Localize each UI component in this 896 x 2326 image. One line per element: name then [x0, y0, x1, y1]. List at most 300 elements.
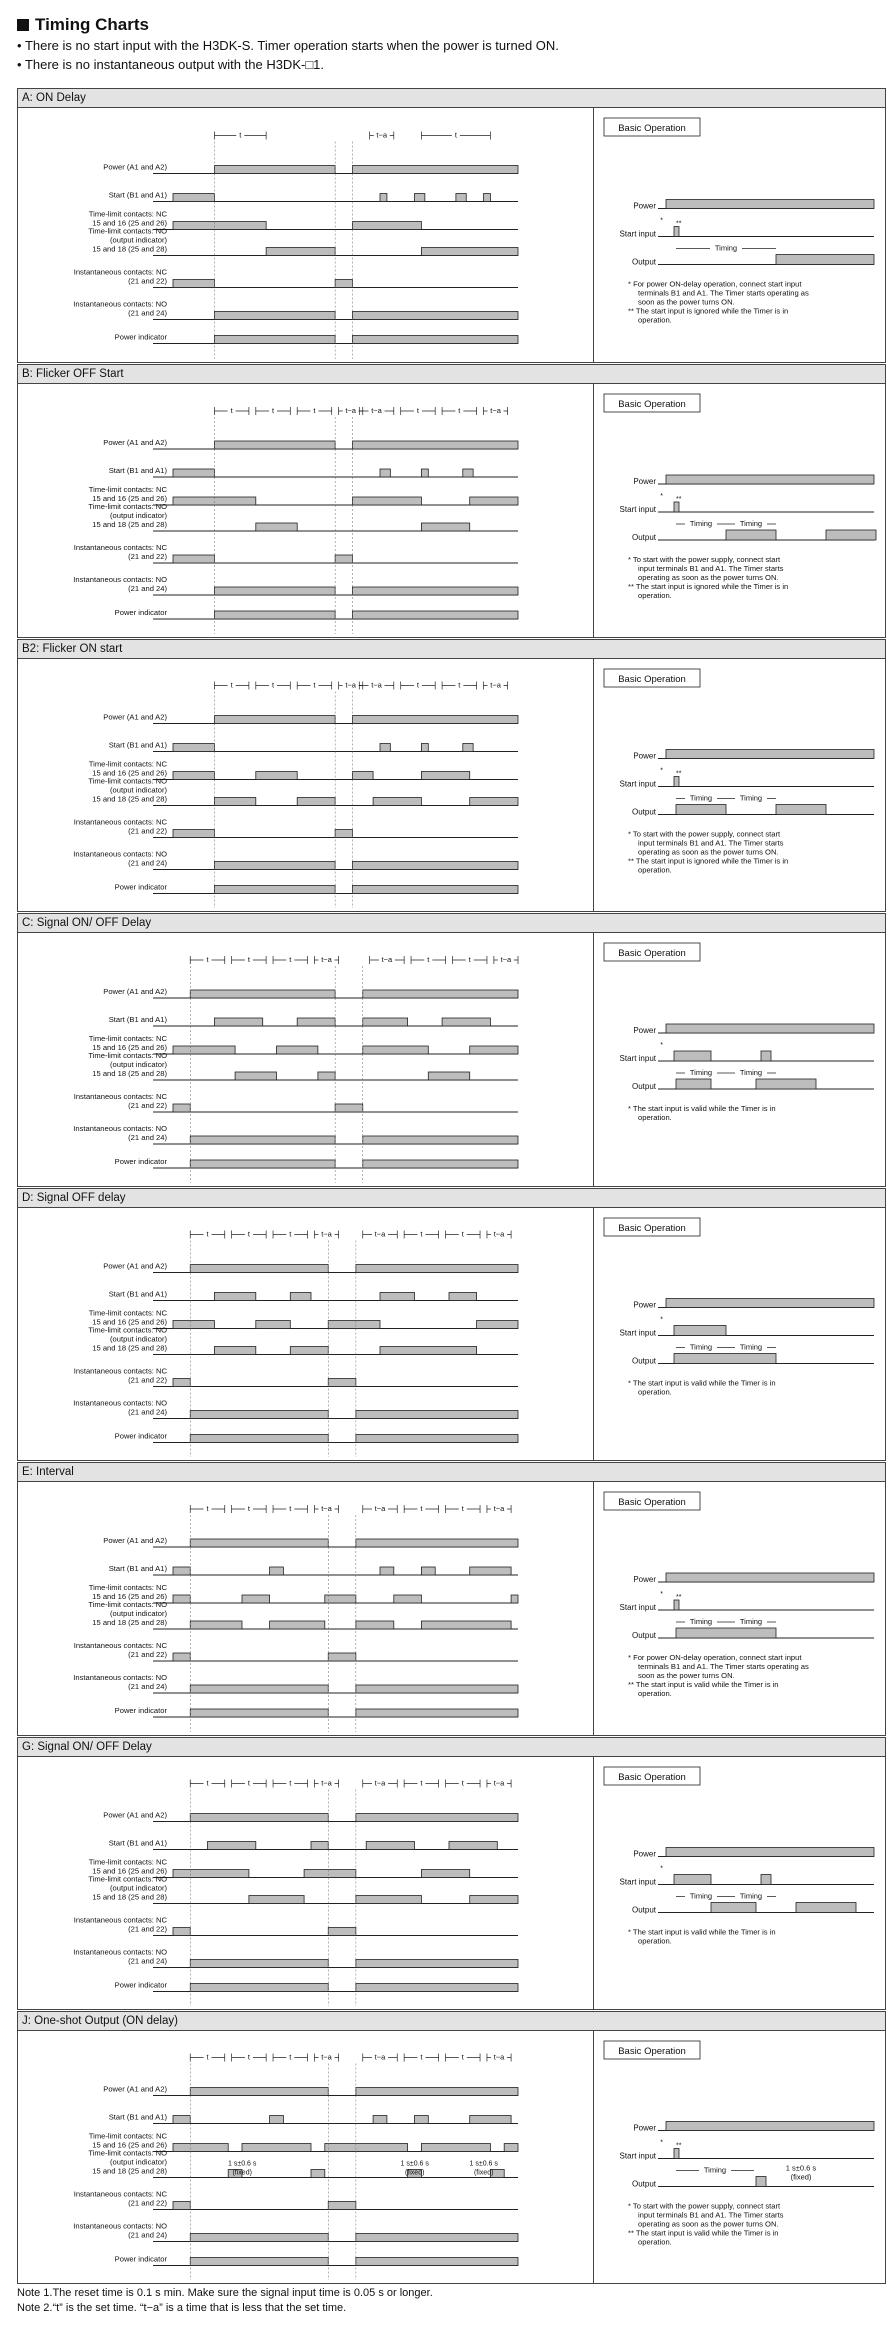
signal-ino-pulse [190, 2234, 328, 2242]
note-line: operation. [638, 2237, 672, 2247]
dim-ta-label: t−a [345, 680, 356, 690]
start-pulse [674, 502, 679, 512]
signal-nc-pulse [173, 2144, 228, 2152]
signal-label: 15 and 16 (25 and 26) [92, 768, 167, 778]
dim-t-label: t [206, 1229, 209, 1239]
signal-st-pulse [442, 1018, 490, 1026]
signal-pw-pulse [363, 990, 518, 998]
signal-inc-pulse [335, 830, 352, 838]
output-label: Output [631, 1631, 656, 1640]
section-body [18, 659, 885, 911]
dim-t-label: t [454, 130, 457, 140]
dim-t-label: t [461, 1504, 464, 1513]
signal-pi-pulse [190, 1160, 335, 1168]
timing-diagram [18, 1757, 594, 2009]
basic-operation-title: Basic Operation [618, 948, 686, 959]
signal-st-pulse [415, 194, 425, 202]
section-title: A: ON Delay [18, 89, 885, 108]
signal-label: 15 and 16 (25 and 26) [92, 2140, 167, 2150]
dim-ta-label: t−a [493, 1504, 505, 1513]
signal-nc-pulse [470, 1046, 518, 1054]
dim-t-label: t−a [381, 955, 393, 964]
dim-t-label: t [289, 955, 292, 964]
signal-pi-pulse [356, 2258, 518, 2266]
signal-no-pulse [428, 1072, 469, 1080]
start-input-label: Start input [619, 779, 656, 789]
dim-t-label: t [289, 1778, 292, 1788]
signal-label: Time-limit contacts: NC [88, 485, 167, 494]
signal-nc-pulse [242, 2144, 311, 2152]
section-body [18, 2031, 885, 2283]
section-title: D: Signal OFF delay [18, 1189, 885, 1208]
note-line: terminals B1 and A1. The Timer starts operating as [638, 1662, 809, 1671]
signal-ino-pulse [352, 587, 518, 595]
signal-pw-pulse [190, 1539, 328, 1547]
dstar-mark: ** [676, 2142, 682, 2150]
signal-inc-pulse [173, 2202, 190, 2210]
dim-t-label: t−a [374, 1504, 386, 1513]
signal-pw-pulse [356, 2088, 518, 2096]
basic-operation-panel [594, 108, 885, 362]
signal-st-pulse [173, 2116, 190, 2124]
header-bullet-2-text: There is no instantaneous output with the H3DK-□1. [24, 57, 325, 72]
output-label: Output [631, 807, 656, 817]
start-input-label: Start input [619, 1603, 656, 1612]
signal-no-pulse [235, 1072, 276, 1080]
timing-diagram-svg [18, 2031, 593, 2284]
timing-diagram-svg [18, 108, 593, 363]
section-e [17, 1462, 886, 1736]
signal-label: Power indicator [114, 1431, 167, 1441]
dim-ta-label: t−a [345, 406, 356, 415]
note-line: * For power ON-delay operation, connect start input [628, 1653, 802, 1662]
footer-note-2: Note 2.“t” is the set time. “t−a” is a time that is less that the set time. [17, 2302, 347, 2314]
signal-nc-pulse [173, 1321, 214, 1329]
signal-pw-pulse [214, 716, 335, 724]
page-title [17, 14, 887, 36]
star-mark: * [660, 1316, 663, 1324]
oneshot-label: 1 s±0.6 s [469, 2160, 498, 2168]
start-input-label: Start input [619, 229, 656, 239]
start-input-label: Start input [619, 505, 656, 514]
note-line: operation. [638, 1689, 672, 1698]
dim-t-label: t [458, 680, 461, 690]
timing-label: Timing [739, 519, 763, 528]
basic-operation-panel [594, 1208, 885, 1460]
signal-no-pulse [421, 248, 518, 256]
dstar-mark: ** [676, 1594, 682, 1601]
signal-no-pulse [373, 798, 421, 806]
signal-st-pulse [270, 2116, 284, 2124]
signal-inc-pulse [328, 1653, 356, 1661]
note-line: ** The start input is valid while the Timer is in [628, 1680, 779, 1689]
signal-label: (output indicator) [110, 2157, 167, 2167]
timing-diagram [18, 2031, 594, 2283]
section-b2 [17, 639, 886, 912]
signal-label: Instantaneous contacts: NC [73, 543, 167, 552]
basic-operation-svg [594, 108, 884, 363]
signal-st-pulse [449, 1293, 477, 1301]
signal-label: (output indicator) [110, 1060, 167, 1069]
signal-st-pulse [449, 1842, 497, 1850]
note-line: operation. [638, 1113, 672, 1122]
basic-operation-title: Basic Operation [618, 1223, 686, 1234]
star-mark: * [660, 217, 663, 225]
oneshot-label: 1 s±0.6 s [785, 2163, 817, 2173]
dstar-mark: ** [676, 770, 682, 778]
signal-no-pulse [356, 1621, 394, 1629]
basic-operation-svg [594, 384, 884, 638]
signal-label: 15 and 16 (25 and 26) [92, 494, 167, 503]
dim-ta-label: t−a [500, 955, 512, 964]
signal-label: Power (A1 and A2) [103, 1536, 167, 1545]
signal-st-pulse [421, 1567, 435, 1575]
timing-label: Timing [739, 1617, 763, 1626]
signal-st-pulse [470, 1567, 511, 1575]
signal-label: Time-limit contacts: NO [88, 2148, 167, 2158]
signal-label: Start (B1 and A1) [108, 740, 167, 750]
signal-st-pulse [173, 469, 214, 477]
signal-label: Instantaneous contacts: NC [73, 2189, 167, 2199]
signal-nc-pulse [352, 222, 421, 230]
dstar-mark: ** [676, 220, 682, 228]
note-line: ** The start input is ignored while the Timer is in [628, 582, 789, 591]
note-line: input terminals B1 and A1. The Timer starts [638, 2210, 784, 2220]
signal-label: Power indicator [114, 608, 167, 617]
note-line: input terminals B1 and A1. The Timer starts [638, 564, 784, 573]
signal-label: (21 and 22) [128, 276, 167, 286]
signal-label: (21 and 22) [128, 1924, 167, 1934]
signal-st-pulse [297, 1018, 335, 1026]
power-on-bar [666, 750, 874, 759]
basic-operation-title: Basic Operation [618, 123, 686, 134]
power-label: Power [633, 477, 656, 486]
dim-t-label: t−a [374, 1229, 386, 1239]
note-line: * To start with the power supply, connect start [628, 2201, 781, 2211]
signal-label: Power indicator [114, 1157, 167, 1166]
output-pulse [674, 1354, 776, 1364]
signal-label: Power (A1 and A2) [103, 1261, 167, 1271]
signal-no-pulse [470, 1896, 518, 1904]
signal-label: (21 and 22) [128, 2198, 167, 2208]
section-d [17, 1188, 886, 1461]
note-line: * The start input is valid while the Timer is in [628, 1927, 776, 1937]
signal-label: Time-limit contacts: NC [88, 1583, 167, 1592]
note-line: ** The start input is valid while the Timer is in [628, 2228, 779, 2238]
signal-pw-pulse [356, 1265, 518, 1273]
signal-inc-pulse [173, 1379, 190, 1387]
basic-operation-title: Basic Operation [618, 1772, 686, 1783]
signal-st-pulse [173, 1567, 190, 1575]
signal-nc-pulse [173, 1595, 190, 1603]
signal-label: 15 and 18 (25 and 28) [92, 1069, 167, 1078]
timing-label: Timing [739, 1342, 763, 1352]
signal-label: 15 and 16 (25 and 26) [92, 218, 167, 228]
section-body [18, 933, 885, 1186]
signal-label: Start (B1 and A1) [108, 2112, 167, 2122]
output-label: Output [631, 1905, 656, 1915]
dstar-mark: ** [676, 496, 682, 503]
signal-nc-pulse [256, 1321, 290, 1329]
start-pulse [674, 777, 679, 787]
signal-label: (output indicator) [110, 1609, 167, 1618]
signal-label: (21 and 24) [128, 1682, 167, 1691]
signal-label: Power (A1 and A2) [103, 1810, 167, 1820]
signal-no-pulse [311, 2170, 325, 2178]
signal-ino-pulse [356, 1960, 518, 1968]
signal-pi-pulse [214, 886, 335, 894]
note-line: * For power ON-delay operation, connect start input [628, 279, 802, 289]
signal-ino-pulse [190, 1136, 335, 1144]
dim-t-label: t [230, 406, 233, 415]
dim-ta-label: t−a [321, 1229, 332, 1239]
signal-nc-pulse [325, 1595, 356, 1603]
signal-nc-pulse [304, 1870, 356, 1878]
signal-nc-pulse [352, 772, 373, 780]
output-label: Output [631, 2179, 656, 2189]
basic-operation-title: Basic Operation [618, 2046, 686, 2057]
footer-notes [17, 2286, 887, 2316]
signal-ino-pulse [363, 1136, 518, 1144]
signal-no-pulse [297, 798, 335, 806]
signal-label: Time-limit contacts: NC [88, 759, 167, 769]
signal-st-pulse [208, 1842, 256, 1850]
signal-label: Time-limit contacts: NO [88, 1600, 167, 1609]
basic-operation-svg [594, 2031, 884, 2284]
signal-ino-pulse [356, 2234, 518, 2242]
signal-label: Instantaneous contacts: NC [73, 1915, 167, 1925]
signal-st-pulse [366, 1842, 414, 1850]
signal-label: (21 and 24) [128, 1407, 167, 1417]
section-j [17, 2011, 886, 2284]
signal-label: Time-limit contacts: NO [88, 1325, 167, 1335]
star-mark: * [660, 767, 663, 775]
signal-no-pulse [270, 1621, 325, 1629]
basic-operation-title: Basic Operation [618, 1497, 686, 1508]
signal-pi-pulse [214, 336, 335, 344]
basic-operation-svg [594, 933, 884, 1187]
signal-inc-pulse [173, 1104, 190, 1112]
signal-nc-pulse [173, 772, 214, 780]
section-body [18, 384, 885, 637]
dim-t-label: t [247, 1229, 250, 1239]
signal-label: (21 and 24) [128, 2230, 167, 2240]
signal-label: Start (B1 and A1) [108, 1564, 167, 1573]
star-mark: * [660, 1865, 663, 1873]
power-label: Power [633, 2123, 656, 2133]
square-bullet-icon [17, 19, 29, 31]
signal-label: Power (A1 and A2) [103, 2084, 167, 2094]
header-bullet-1: • There is no start input with the H3DK-S. Timer operation starts when the power is turned ON. [17, 38, 559, 53]
power-label: Power [633, 751, 656, 761]
start-pulse [674, 227, 679, 237]
output-pulse [711, 1903, 756, 1913]
timing-label: Timing [739, 1891, 763, 1901]
basic-operation-panel [594, 1482, 885, 1735]
dim-t-label: t [247, 955, 250, 964]
basic-operation-svg [594, 1208, 884, 1461]
start-input-label: Start input [619, 1328, 656, 1338]
signal-ino-pulse [352, 862, 518, 870]
signal-nc-pulse [352, 497, 421, 505]
header-bullet-1-text: There is no start input with the H3DK-S. Timer operation starts when the power is turned ON. [24, 38, 559, 53]
signal-pw-pulse [356, 1539, 518, 1547]
note-line: * The start input is valid while the Timer is in [628, 1378, 776, 1388]
signal-pw-pulse [352, 441, 518, 449]
dim-t-label: t [420, 1504, 423, 1513]
output-pulse [826, 530, 876, 540]
output-label: Output [631, 1356, 656, 1366]
signal-label: Instantaneous contacts: NC [73, 1092, 167, 1101]
signal-label: 15 and 16 (25 and 26) [92, 1866, 167, 1876]
signal-pi-pulse [190, 2258, 328, 2266]
signal-st-pulse [484, 194, 491, 202]
signal-label: (output indicator) [110, 1334, 167, 1344]
page-title-text: Timing Charts [35, 15, 149, 34]
signal-no-pulse [470, 798, 518, 806]
signal-nc-pulse [173, 1870, 249, 1878]
dim-t-label: t [461, 1778, 464, 1788]
signal-inc-pulse [335, 280, 352, 288]
signal-st-pulse [373, 2116, 387, 2124]
start-pulse [674, 1875, 711, 1885]
signal-inc-pulse [173, 1653, 190, 1661]
timing-diagram-svg [18, 1208, 593, 1461]
dim-t-label: t [313, 680, 316, 690]
signal-st-pulse [363, 1018, 408, 1026]
timing-label: Timing [739, 793, 763, 803]
power-on-bar [666, 1299, 874, 1308]
signal-inc-pulse [328, 1379, 356, 1387]
signal-label: (21 and 22) [128, 1101, 167, 1110]
signal-label: (21 and 22) [128, 552, 167, 561]
signal-nc-pulse [325, 2144, 408, 2152]
signal-label: Start (B1 and A1) [108, 1838, 167, 1848]
signal-label: 15 and 18 (25 and 28) [92, 1618, 167, 1627]
signal-ino-pulse [214, 862, 335, 870]
output-pulse [796, 1903, 856, 1913]
dim-t-label: t [206, 1778, 209, 1788]
signal-ino-pulse [352, 312, 518, 320]
fixed-label: (fixed) [473, 2169, 494, 2177]
note-line: input terminals B1 and A1. The Timer starts [638, 838, 784, 848]
signal-pi-pulse [356, 1435, 518, 1443]
start-pulse [761, 1875, 771, 1885]
signal-label: Instantaneous contacts: NO [73, 2221, 167, 2231]
signal-st-pulse [270, 1567, 284, 1575]
signal-label: (output indicator) [110, 785, 167, 795]
signal-pw-pulse [190, 990, 335, 998]
signal-nc-pulse [511, 1595, 518, 1603]
signal-label: Power (A1 and A2) [103, 712, 167, 722]
power-on-bar [666, 2122, 874, 2131]
signal-st-pulse [456, 194, 466, 202]
note-line: operating as soon as the power turns ON. [638, 573, 779, 582]
signal-label: Power indicator [114, 332, 167, 342]
signal-label: Instantaneous contacts: NO [73, 849, 167, 859]
timing-diagram [18, 1482, 594, 1735]
dim-t-label: t [416, 406, 419, 415]
signal-ino-pulse [214, 312, 335, 320]
signal-pi-pulse [356, 1709, 518, 1717]
output-pulse [676, 1628, 776, 1638]
note-line: operation. [638, 591, 672, 600]
signal-label: 15 and 18 (25 and 28) [92, 794, 167, 804]
signal-no-pulse [290, 1347, 328, 1355]
signal-nc-pulse [421, 772, 469, 780]
signal-pi-pulse [352, 886, 518, 894]
timing-label: Timing [689, 1891, 713, 1901]
star-mark: * [660, 1042, 663, 1049]
signal-st-pulse [380, 1293, 415, 1301]
signal-nc-pulse [421, 1870, 469, 1878]
signal-label: (21 and 24) [128, 858, 167, 868]
signal-inc-pulse [173, 280, 214, 288]
dim-t-label: t [461, 2052, 464, 2062]
note-line: soon as the power turns ON. [638, 1671, 735, 1680]
signal-ino-pulse [356, 1411, 518, 1419]
dim-t-label: t [239, 130, 242, 140]
timing-diagram [18, 108, 594, 362]
signal-no-pulse [421, 1621, 511, 1629]
signal-nc-pulse [256, 772, 297, 780]
note-line: * The start input is valid while the Timer is in [628, 1104, 776, 1113]
signal-no-pulse [214, 798, 255, 806]
section-body [18, 1482, 885, 1735]
dim-t-label: t−a [371, 680, 382, 690]
signal-pw-pulse [352, 716, 518, 724]
signal-label: Power (A1 and A2) [103, 162, 167, 172]
dim-t-label: t [247, 1504, 250, 1513]
signal-label: Power (A1 and A2) [103, 987, 167, 996]
signal-label: Start (B1 and A1) [108, 1015, 167, 1024]
timing-diagram [18, 1208, 594, 1460]
signal-st-pulse [470, 2116, 511, 2124]
signal-ino-pulse [214, 587, 335, 595]
section-title: B2: Flicker ON start [18, 640, 885, 659]
note-line: * To start with the power supply, connect start [628, 555, 781, 564]
start-pulse [761, 1051, 771, 1061]
signal-pi-pulse [352, 336, 518, 344]
signal-inc-pulse [173, 830, 214, 838]
basic-operation-panel [594, 1757, 885, 2009]
dim-t-label: t [272, 406, 275, 415]
dim-t-label: t [458, 406, 461, 415]
dim-t-label: t−a [371, 406, 382, 415]
dim-ta-label: t−a [493, 1778, 505, 1788]
signal-pi-pulse [190, 1984, 328, 1992]
note-line: operating as soon as the power turns ON. [638, 847, 779, 857]
signal-label: Start (B1 and A1) [108, 466, 167, 475]
signal-label: (21 and 24) [128, 1133, 167, 1142]
dim-t-label: t [247, 2052, 250, 2062]
note-line: soon as the power turns ON. [638, 297, 735, 307]
note-line: operating as soon as the power turns ON. [638, 2219, 779, 2229]
signal-label: 15 and 18 (25 and 28) [92, 1892, 167, 1902]
signal-inc-pulse [335, 1104, 363, 1112]
signal-nc-pulse [173, 1046, 235, 1054]
signal-nc-pulse [504, 2144, 518, 2152]
signal-st-pulse [380, 1567, 394, 1575]
power-label: Power [633, 1300, 656, 1310]
dim-t-label: t [420, 1778, 423, 1788]
output-label: Output [631, 257, 656, 267]
start-pulse [674, 1600, 679, 1610]
output-pulse [676, 1079, 711, 1089]
start-pulse [674, 1326, 726, 1336]
note-line: operation. [638, 865, 672, 875]
dim-t-label: t [206, 2052, 209, 2062]
